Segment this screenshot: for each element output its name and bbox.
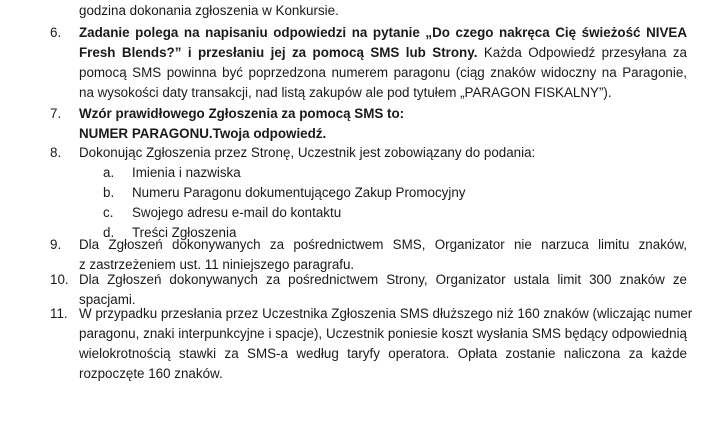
text-line: z zastrzeżeniem ust. 11 niniejszego paragrafu. xyxy=(79,257,355,272)
text-line xyxy=(79,23,687,43)
bold-text: Fresh Blends?” i przesłaniu jej za pomocą SMS lub Strony. xyxy=(79,45,478,60)
text-line: W przypadku przesłania przez Uczestnika Zgłoszenia SMS dłuższego niż 160 znaków (wliczając numer xyxy=(79,306,693,321)
text-line: Dokonując Zgłoszenia przez Stronę, Uczestnik jest zobowiązany do podania: xyxy=(79,145,536,160)
item-number: 9. xyxy=(50,237,62,252)
item-number: 10. xyxy=(50,272,69,287)
subitem-letter: b. xyxy=(103,185,115,200)
bold-text: Wzór prawidłowego Zgłoszenia za pomocą SMS to: xyxy=(79,106,405,121)
subitem-letter: a. xyxy=(103,165,115,180)
text-line: pomocą SMS powinna być poprzedzona numerem paragonu (ciąg znaków widoczny na Paragonie, xyxy=(79,65,687,80)
item-number: 8. xyxy=(50,145,62,160)
text-line: na wysokości daty transakcji, nad listą zakupów ale pod tytułem „PARAGON FISKALNY”). xyxy=(79,85,612,100)
text-line: godzina dokonania zgłoszenia w Konkursie. xyxy=(79,3,339,18)
subitem-text: Treści Zgłoszenia xyxy=(132,225,237,240)
item-number: 7. xyxy=(50,106,62,121)
subitem-text: Numeru Paragonu dokumentującego Zakup Promocyjny xyxy=(132,185,466,200)
subitem-text: Swojego adresu e-mail do kontaktu xyxy=(132,205,342,220)
text-line: rozpoczęte 160 znaków. xyxy=(79,366,223,381)
text-line xyxy=(79,43,687,63)
text-line: paragonu, znaki interpunkcyjne i spacje), Uczestnik poniesie koszt wysłania SMS będący odpowiednią xyxy=(79,326,687,341)
text-line: Dla Zgłoszeń dokonywanych za pośrednictwem Strony, Organizator ustala limit 300 znaków ze xyxy=(79,272,687,287)
text-line xyxy=(79,124,687,144)
text-line: Dla Zgłoszeń dokonywanych za pośrednictwem SMS, Organizator nie narzuca limitu znaków, xyxy=(79,237,687,252)
bold-text: NUMER PARAGONU.Twoja odpowiedź. xyxy=(79,126,327,141)
subitem-letter: c. xyxy=(103,205,114,220)
text-line xyxy=(79,104,687,124)
item-number: 11. xyxy=(50,306,68,321)
text-span: Każda Odpowiedź przesyłana za xyxy=(477,45,688,60)
text-line: wielokrotnością stawki za SMS-a według taryfy operatora. Opłata zostanie naliczona za każde xyxy=(79,346,687,361)
item-number: 6. xyxy=(50,25,62,40)
subitem-letter: d. xyxy=(103,225,115,240)
text-line: spacjami. xyxy=(79,292,136,307)
bold-text: Zadanie polega na napisaniu odpowiedzi na pytanie „Do czego nakręca Cię świeżość NIVEA xyxy=(79,25,687,40)
subitem-text: Imienia i nazwiska xyxy=(132,165,241,180)
